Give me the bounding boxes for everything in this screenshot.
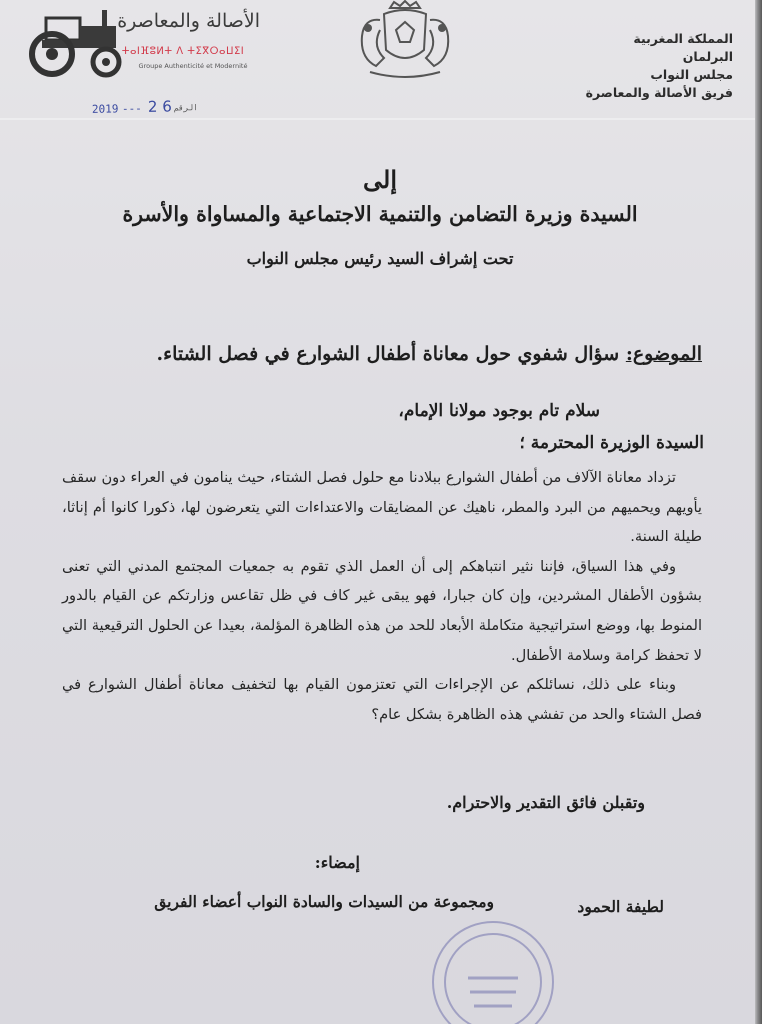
signature-name: لطيفة الحمود <box>577 897 664 916</box>
signature-label: إمضاء: <box>314 853 360 872</box>
institution-line: مجلس النواب <box>650 67 733 82</box>
institution-line: فريق الأصالة والمعاصرة <box>585 85 733 100</box>
tractor-icon <box>26 4 130 82</box>
subject-text: سؤال شفوي حول معاناة أطفال الشوارع في فصل الشتاء. <box>156 343 626 365</box>
page-edge <box>755 0 762 1024</box>
body-paragraph: تزداد معاناة الآلاف من أطفال الشوارع ببلادنا مع حلول فصل الشتاء، حيث ينامون في العراء دون سقف يأويهم ويحميهم من البرد والمطر، ناهيك عن المضايقات والاعتداءات التي يتعرضون لها، ذكورا كانوا أم إناثا، طيلة السنة. <box>62 469 702 546</box>
body-paragraph: وفي هذا السياق، فإننا نثير انتباهكم إلى أن العمل الذي تقوم به جمعيات المجتمع المدني التي تعنى بشؤون الأطفال المشردين، وإن كان جبارا، فهو يبقى غير كاف في ظل تقاعس وزارتكم عن القيام بالدور المنوط بها، ووضع استراتيجية متكاملة الأبعاد للحد من هذه الظاهرة المؤلمة، بعيدا عن الحلول الترقيعية التي لا تحفظ كرامة وسلامة الأطفال. <box>62 557 702 664</box>
moroccan-coat-of-arms-icon <box>350 0 460 82</box>
party-logo <box>22 4 262 82</box>
stamp-separator: --- <box>121 102 142 116</box>
letter-recipient: السيدة وزيرة التضامن والتنمية الاجتماعية والمساواة والأسرة <box>122 202 638 226</box>
party-name-arabic: الأصالة والمعاصرة <box>117 10 260 32</box>
party-seal-stamp-icon <box>418 900 568 1024</box>
body-paragraph: وبناء على ذلك، نسائلكم عن الإجراءات التي تعتزمون القيام بها لتخفيف معاناة أطفال الشوارع في فصل الشتاء والحد من تفشي هذه الظاهرة بشكل عام؟ <box>62 676 702 723</box>
party-name-french: Groupe Authenticité et Modernité <box>138 62 248 70</box>
date-stamp <box>91 97 199 121</box>
letter-subject <box>156 343 702 365</box>
stamp-year: 2019 <box>91 102 119 116</box>
letter-supervision: تحت إشراف السيد رئيس مجلس النواب <box>246 249 514 268</box>
letter-closing: وتقبلن فائق التقدير والاحترام. <box>446 793 645 812</box>
stamp-day: 2 6 <box>147 97 172 116</box>
letter-to: إلى <box>363 165 397 194</box>
letter-salutation: السيدة الوزيرة المحترمة ؛ <box>519 433 704 453</box>
institution-header <box>533 30 733 102</box>
letter-body <box>62 463 702 729</box>
signature-group: ومجموعة من السيدات والسادة النواب أعضاء الفريق <box>154 892 494 911</box>
institution-line: البرلمان <box>682 49 733 64</box>
subject-label: الموضوع: <box>625 343 702 365</box>
party-name-tifinagh: ⵜⴰⵏⴼⵓⵍⵜ ⴷ ⵜⵉⴳⵔⴰⵡⵉⵏ <box>121 46 245 57</box>
institution-line: المملكة المغربية <box>633 31 733 46</box>
stamp-label: الرقم <box>173 103 199 113</box>
letter-greeting: سلام تام بوجود مولانا الإمام، <box>398 401 600 421</box>
